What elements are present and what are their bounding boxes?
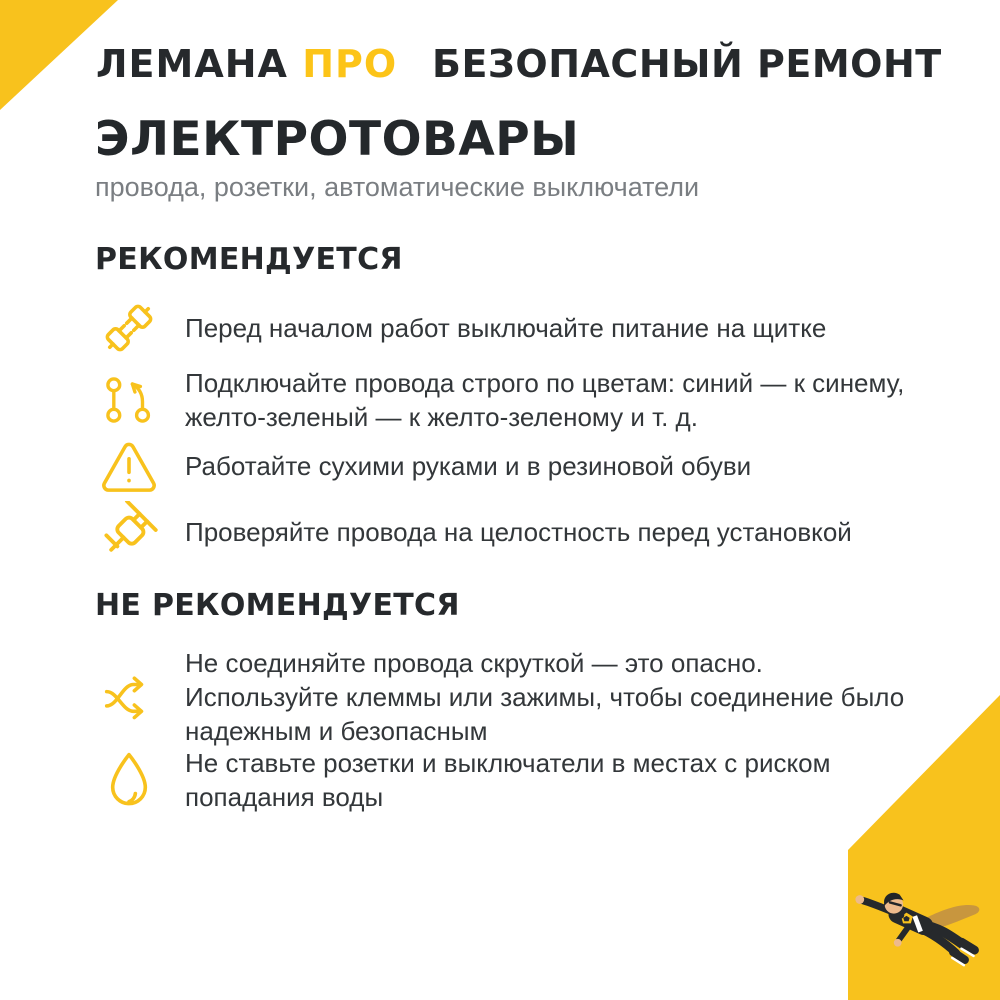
item-text [185,646,904,748]
list-item [95,500,910,564]
water-drop-icon [95,751,163,809]
logo-pro-text: ПРО [302,42,398,86]
item-text [185,746,831,814]
item-text [185,515,852,549]
item-text [185,311,826,345]
item-text-line: Подключайте провода строго по цветам: синий — к синему, [185,368,905,398]
item-text-line: Перед началом работ выключайте питание на щитке [185,313,827,343]
plug-wire-check-icon [95,501,163,563]
item-text [185,366,904,434]
item-text-line: Проверяйте провода на целостность перед установкой [185,517,852,547]
item-text-line: Не ставьте розетки и выключатели в местах с риском [185,748,831,778]
plug-disconnected-icon [95,299,163,357]
item-text-line: желто-зеленый — к желто-зеленому и т. д. [185,402,698,432]
item-text-line: Используйте клеммы или зажимы, чтобы соединение было [185,682,905,712]
campaign-title: БЕЗОПАСНЫЙ РЕМОНТ [432,42,942,86]
warning-triangle-icon [95,439,163,493]
page-subtitle: провода, розетки, автоматические выключатели [95,172,700,202]
section-recommended-heading: РЕКОМЕНДУЕТСЯ [95,242,403,277]
item-text-line: Не соединяйте провода скруткой — это опасно. [185,648,763,678]
item-text-line: попадания воды [185,782,384,812]
item-text-line: надежным и безопасным [185,716,488,746]
item-text [185,449,751,483]
wire-color-match-icon [95,373,163,427]
mascot-superhero-illustration [850,882,996,989]
list-item [95,296,910,360]
logo-lemana-text: ЛЕМАНА [96,42,288,86]
list-item [95,366,910,434]
section-not-recommended-heading: НЕ РЕКОМЕНДУЕТСЯ [95,588,460,623]
brand-logo [96,42,397,86]
page-title: ЭЛЕКТРОТОВАРЫ [95,112,580,167]
list-item [95,746,910,814]
list-item [95,646,910,748]
shuffle-wires-icon [95,672,163,722]
item-text-line: Работайте сухими руками и в резиновой обуви [185,451,752,481]
list-item [95,438,910,494]
